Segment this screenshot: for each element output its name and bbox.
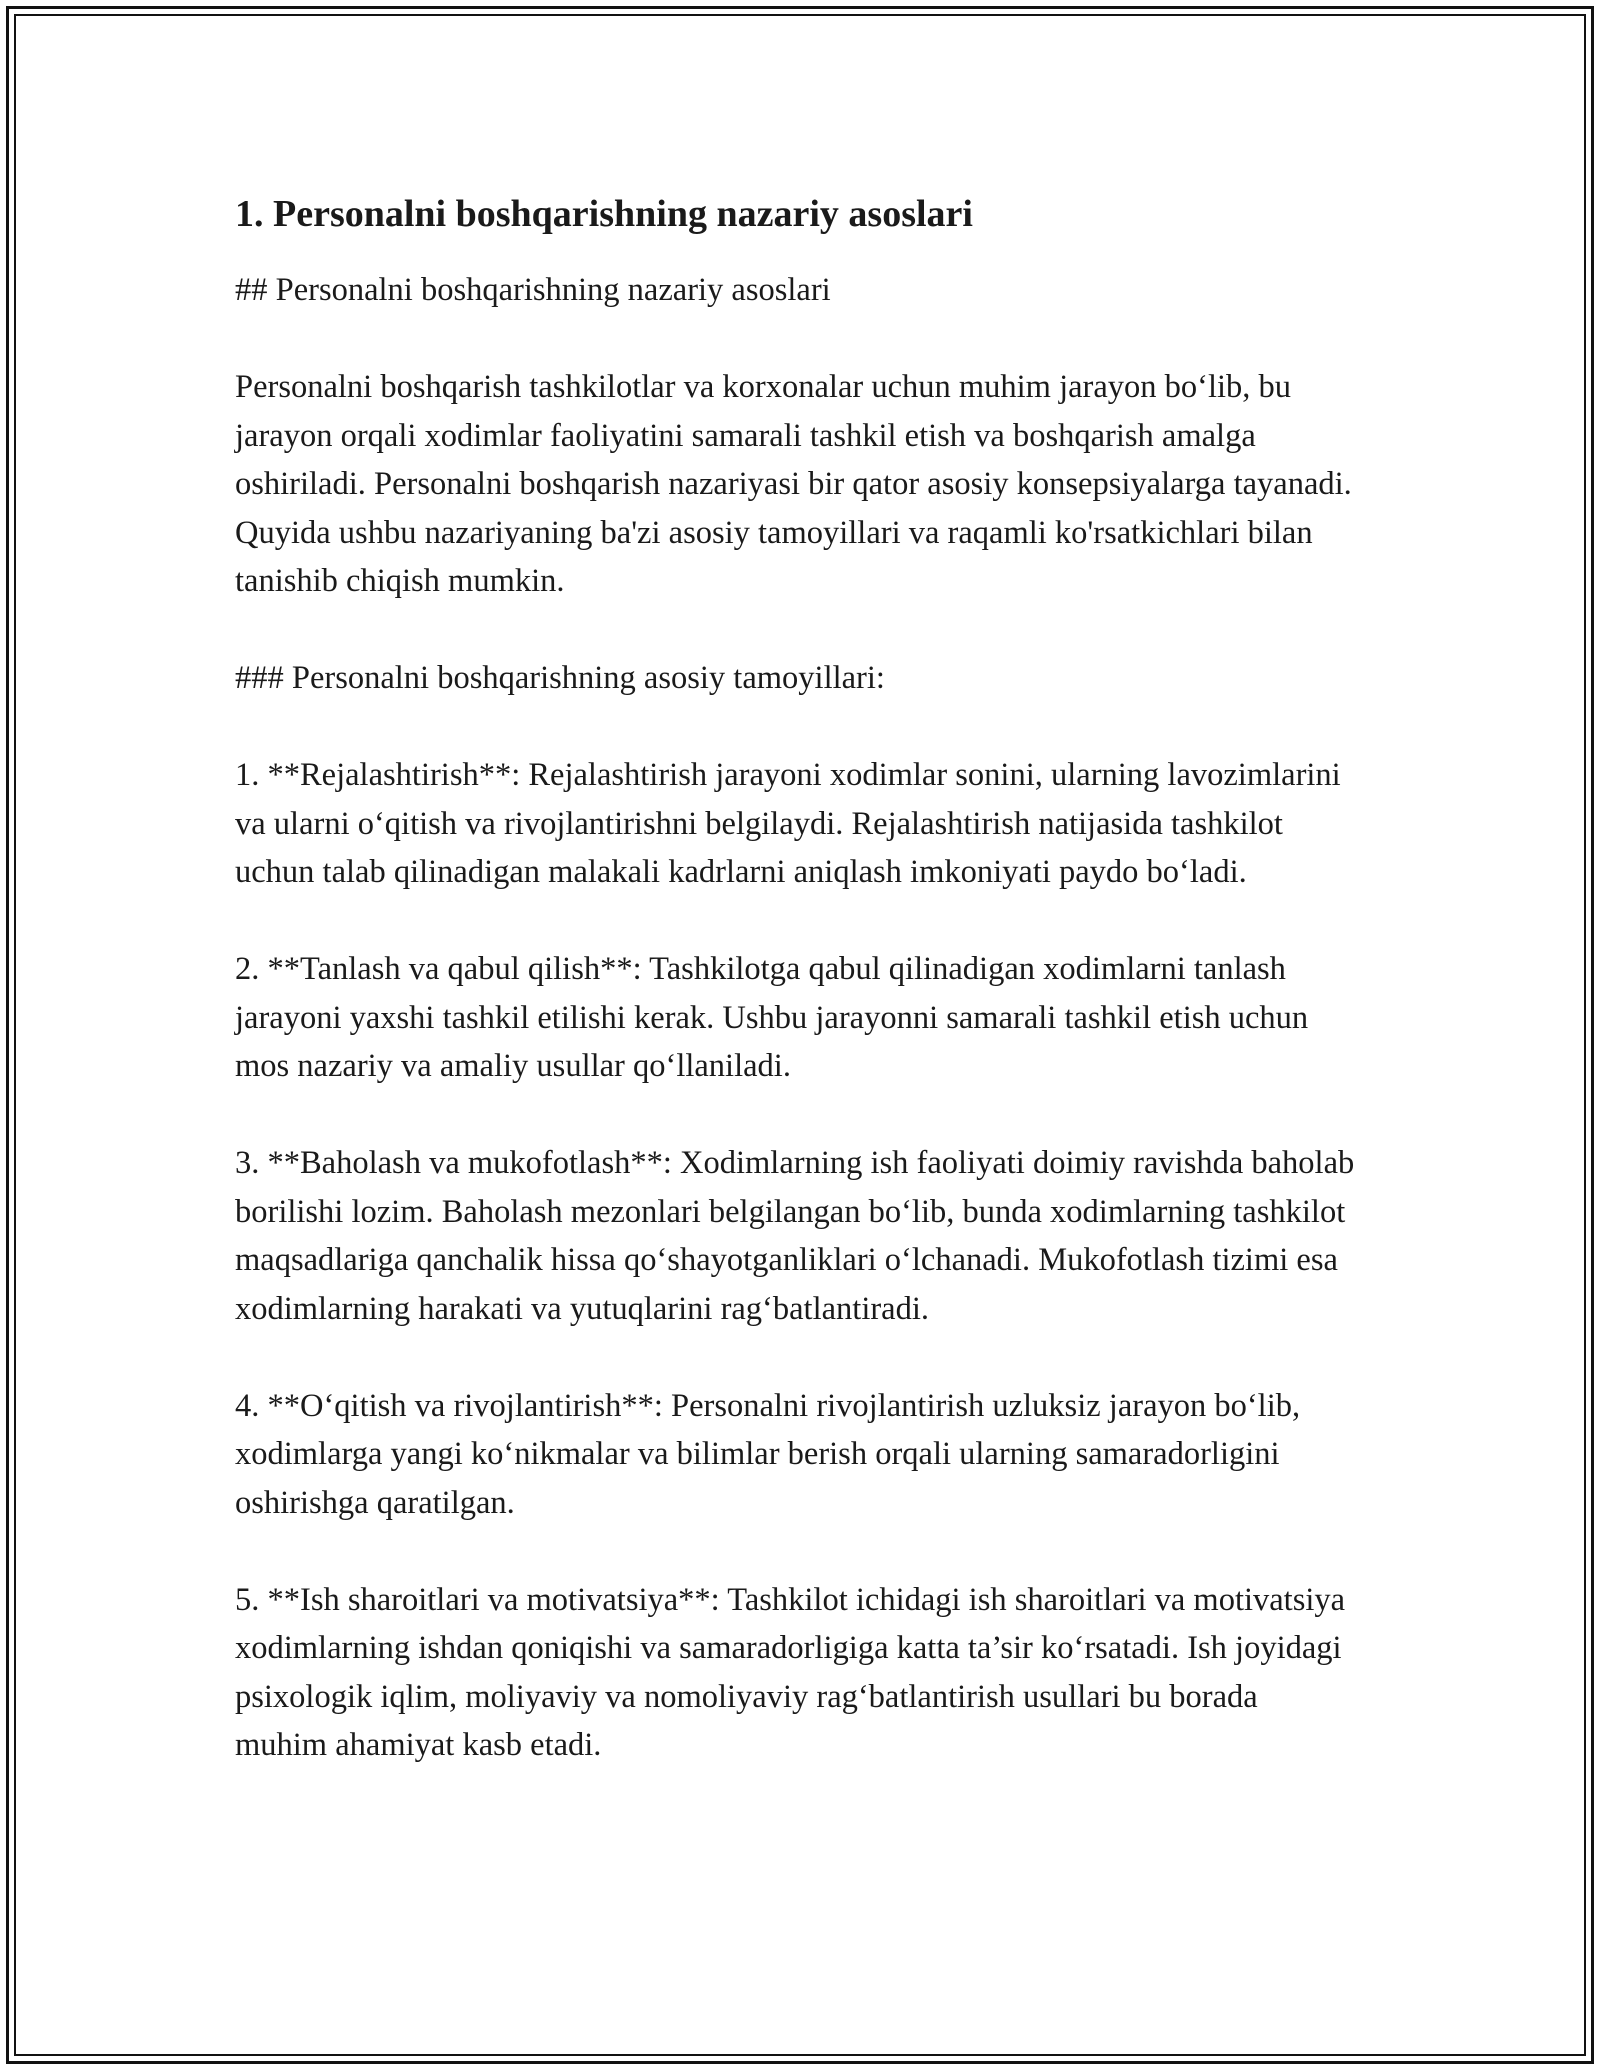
document-page [235, 186, 1355, 1818]
list-item-motivation: 5. **Ish sharoitlari va motivatsiya**: Tashkilot ichidagi ish sharoitlari va motivatsiya xodimlarning ishdan qoniqishi va samaradorligiga katta ta’sir ko‘rsatadi. Ish joyidagi psixologik iqlim, moliyaviy va nomoliyaviy rag‘batlantirish usullari bu borada muhim ahamiyat kasb etadi. [235, 1581, 1346, 1763]
subsection-heading: ### Personalni boshqarishning asosiy tamoyillari: [235, 660, 885, 696]
list-item-planning: 1. **Rejalashtirish**: Rejalashtirish jarayoni xodimlar sonini, ularning lavozimlarini va ularni o‘qitish va rivojlantirishni belgilaydi. Rejalashtirish natijasida tashkilot uchun talab qilinadigan malakali kadrlarni aniqlash imkoniyati paydo bo‘ladi. [235, 757, 1341, 890]
list-item-evaluation: 3. **Baholash va mukofotlash**: Xodimlarning ish faoliyati doimiy ravishda baholab borilishi lozim. Baholash mezonlari belgilangan bo‘lib, bunda xodimlarning tashkilot maqsadlariga qanchalik hissa qo‘shayotganliklari o‘lchanadi. Mukofotlash tizimi esa xodimlarning harakati va yutuqlarini rag‘batlantiradi. [235, 1145, 1355, 1327]
list-item-training: 4. **O‘qitish va rivojlantirish**: Personalni rivojlantirish uzluksiz jarayon bo‘lib, xodimlarga yangi ko‘nikmalar va bilimlar berish orqali ularning samaradorligini oshirishga qaratilgan. [235, 1387, 1301, 1521]
section-heading: ## Personalni boshqarishning nazariy asoslari [235, 272, 831, 308]
document-title: 1. Personalni boshqarishning nazariy asoslari [235, 193, 973, 235]
intro-paragraph: Personalni boshqarish tashkilotlar va korxonalar uchun muhim jarayon bo‘lib, bu jarayon orqali xodimlar faoliyatini samarali tashkil etish va boshqarish amalga oshiriladi. Personalni boshqarish nazariyasi bir qator asosiy konsepsiyalarga tayanadi. Quyida ushbu nazariyaning ba'zi asosiy tamoyillari va raqamli ko'rsatkichlari bilan tanishib chiqish mumkin. [235, 369, 1352, 599]
list-item-selection: 2. **Tanlash va qabul qilish**: Tashkilotga qabul qilinadigan xodimlarni tanlash jarayoni yaxshi tashkil etilishi kerak. Ushbu jarayonni samarali tashkil etish uchun mos nazariy va amaliy usullar qo‘llaniladi. [235, 951, 1309, 1084]
